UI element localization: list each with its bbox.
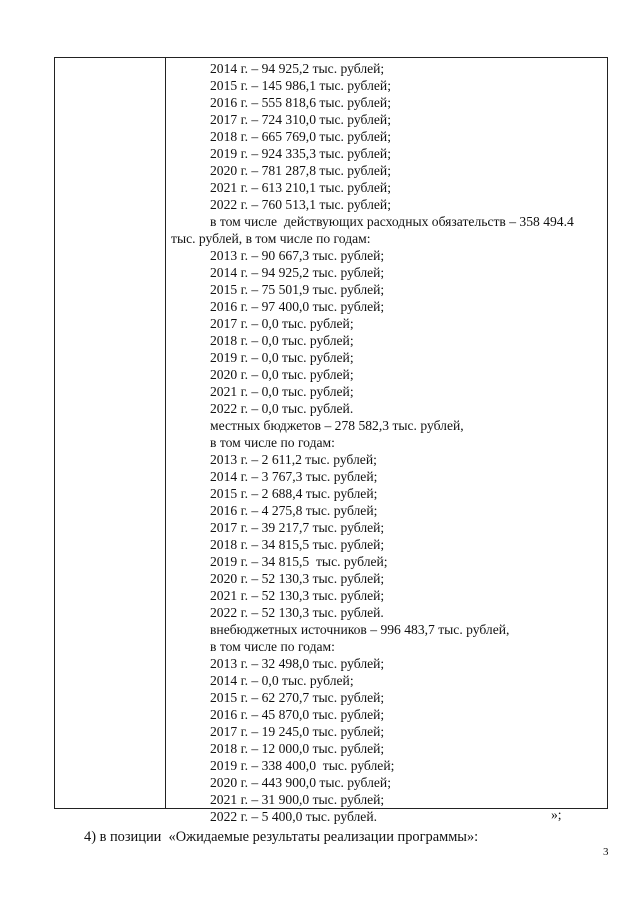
table-line: 2017 г. – 0,0 тыс. рублей;	[210, 316, 354, 331]
table-line: 2014 г. – 94 925,2 тыс. рублей;	[210, 265, 385, 280]
table-line: 2022 г. – 52 130,3 тыс. рублей.	[210, 605, 384, 620]
table-line: 2015 г. – 145 986,1 тыс. рублей;	[210, 78, 391, 93]
table-line: 2019 г. – 924 335,3 тыс. рублей;	[210, 146, 391, 161]
table-line: 2013 г. – 32 498,0 тыс. рублей;	[210, 656, 385, 671]
table-line: 2013 г. – 90 667,3 тыс. рублей;	[210, 248, 385, 263]
table-line: 2017 г. – 724 310,0 тыс. рублей;	[210, 112, 391, 127]
table-line: 2022 г. – 760 513,1 тыс. рублей;	[210, 197, 391, 212]
table-line: внебюджетных источников – 996 483,7 тыс. рублей,	[210, 622, 510, 637]
table-line: тыс. рублей, в том числе по годам:	[171, 231, 371, 246]
table-line: 2021 г. – 31 900,0 тыс. рублей;	[210, 792, 385, 807]
table-line: 2017 г. – 39 217,7 тыс. рублей;	[210, 520, 385, 535]
table-line: 2013 г. – 2 611,2 тыс. рублей;	[210, 452, 377, 467]
table-line: 2020 г. – 52 130,3 тыс. рублей;	[210, 571, 385, 586]
table-line: 2014 г. – 94 925,2 тыс. рублей;	[210, 61, 385, 76]
table-line: 2021 г. – 0,0 тыс. рублей;	[210, 384, 354, 399]
table-line: 2018 г. – 34 815,5 тыс. рублей;	[210, 537, 385, 552]
table-line: в том числе действующих расходных обязательств – 358 494.4	[210, 214, 574, 229]
table-line: 2020 г. – 0,0 тыс. рублей;	[210, 367, 354, 382]
table-line: 2018 г. – 0,0 тыс. рублей;	[210, 333, 354, 348]
table-line: 2022 г. – 0,0 тыс. рублей.	[210, 401, 354, 416]
page-number: 3	[603, 846, 609, 858]
paragraph-item-4: 4) в позиции «Ожидаемые результаты реализации программы»:	[84, 829, 479, 845]
table-line: 2014 г. – 3 767,3 тыс. рублей;	[210, 469, 378, 484]
table-line: 2015 г. – 62 270,7 тыс. рублей;	[210, 690, 385, 705]
table-line: в том числе по годам:	[210, 639, 335, 654]
table-line: 2019 г. – 34 815,5 тыс. рублей;	[210, 554, 388, 569]
table-line: 2020 г. – 781 287,8 тыс. рублей;	[210, 163, 391, 178]
table-line: 2018 г. – 665 769,0 тыс. рублей;	[210, 129, 391, 144]
table-line: 2022 г. – 5 400,0 тыс. рублей.	[210, 809, 378, 824]
table-line: 2016 г. – 555 818,6 тыс. рублей;	[210, 95, 391, 110]
table-line: 2015 г. – 2 688,4 тыс. рублей;	[210, 486, 378, 501]
table-line: 2021 г. – 613 210,1 тыс. рублей;	[210, 180, 391, 195]
table-line: 2014 г. – 0,0 тыс. рублей;	[210, 673, 354, 688]
table-line: 2018 г. – 12 000,0 тыс. рублей;	[210, 741, 385, 756]
table-line: 2016 г. – 97 400,0 тыс. рублей;	[210, 299, 385, 314]
table-line: 2015 г. – 75 501,9 тыс. рублей;	[210, 282, 385, 297]
table-line: 2019 г. – 338 400,0 тыс. рублей;	[210, 758, 395, 773]
table-line: 2016 г. – 4 275,8 тыс. рублей;	[210, 503, 378, 518]
table-line: в том числе по годам:	[210, 435, 335, 450]
table-line: 2020 г. – 443 900,0 тыс. рублей;	[210, 775, 391, 790]
table-line: 2016 г. – 45 870,0 тыс. рублей;	[210, 707, 385, 722]
table-line: 2019 г. – 0,0 тыс. рублей;	[210, 350, 354, 365]
table-line: местных бюджетов – 278 582,3 тыс. рублей,	[210, 418, 464, 433]
table-line: 2021 г. – 52 130,3 тыс. рублей;	[210, 588, 385, 603]
table-column-divider	[165, 57, 166, 809]
closing-quote: »;	[551, 807, 562, 822]
table-line: 2017 г. – 19 245,0 тыс. рублей;	[210, 724, 385, 739]
